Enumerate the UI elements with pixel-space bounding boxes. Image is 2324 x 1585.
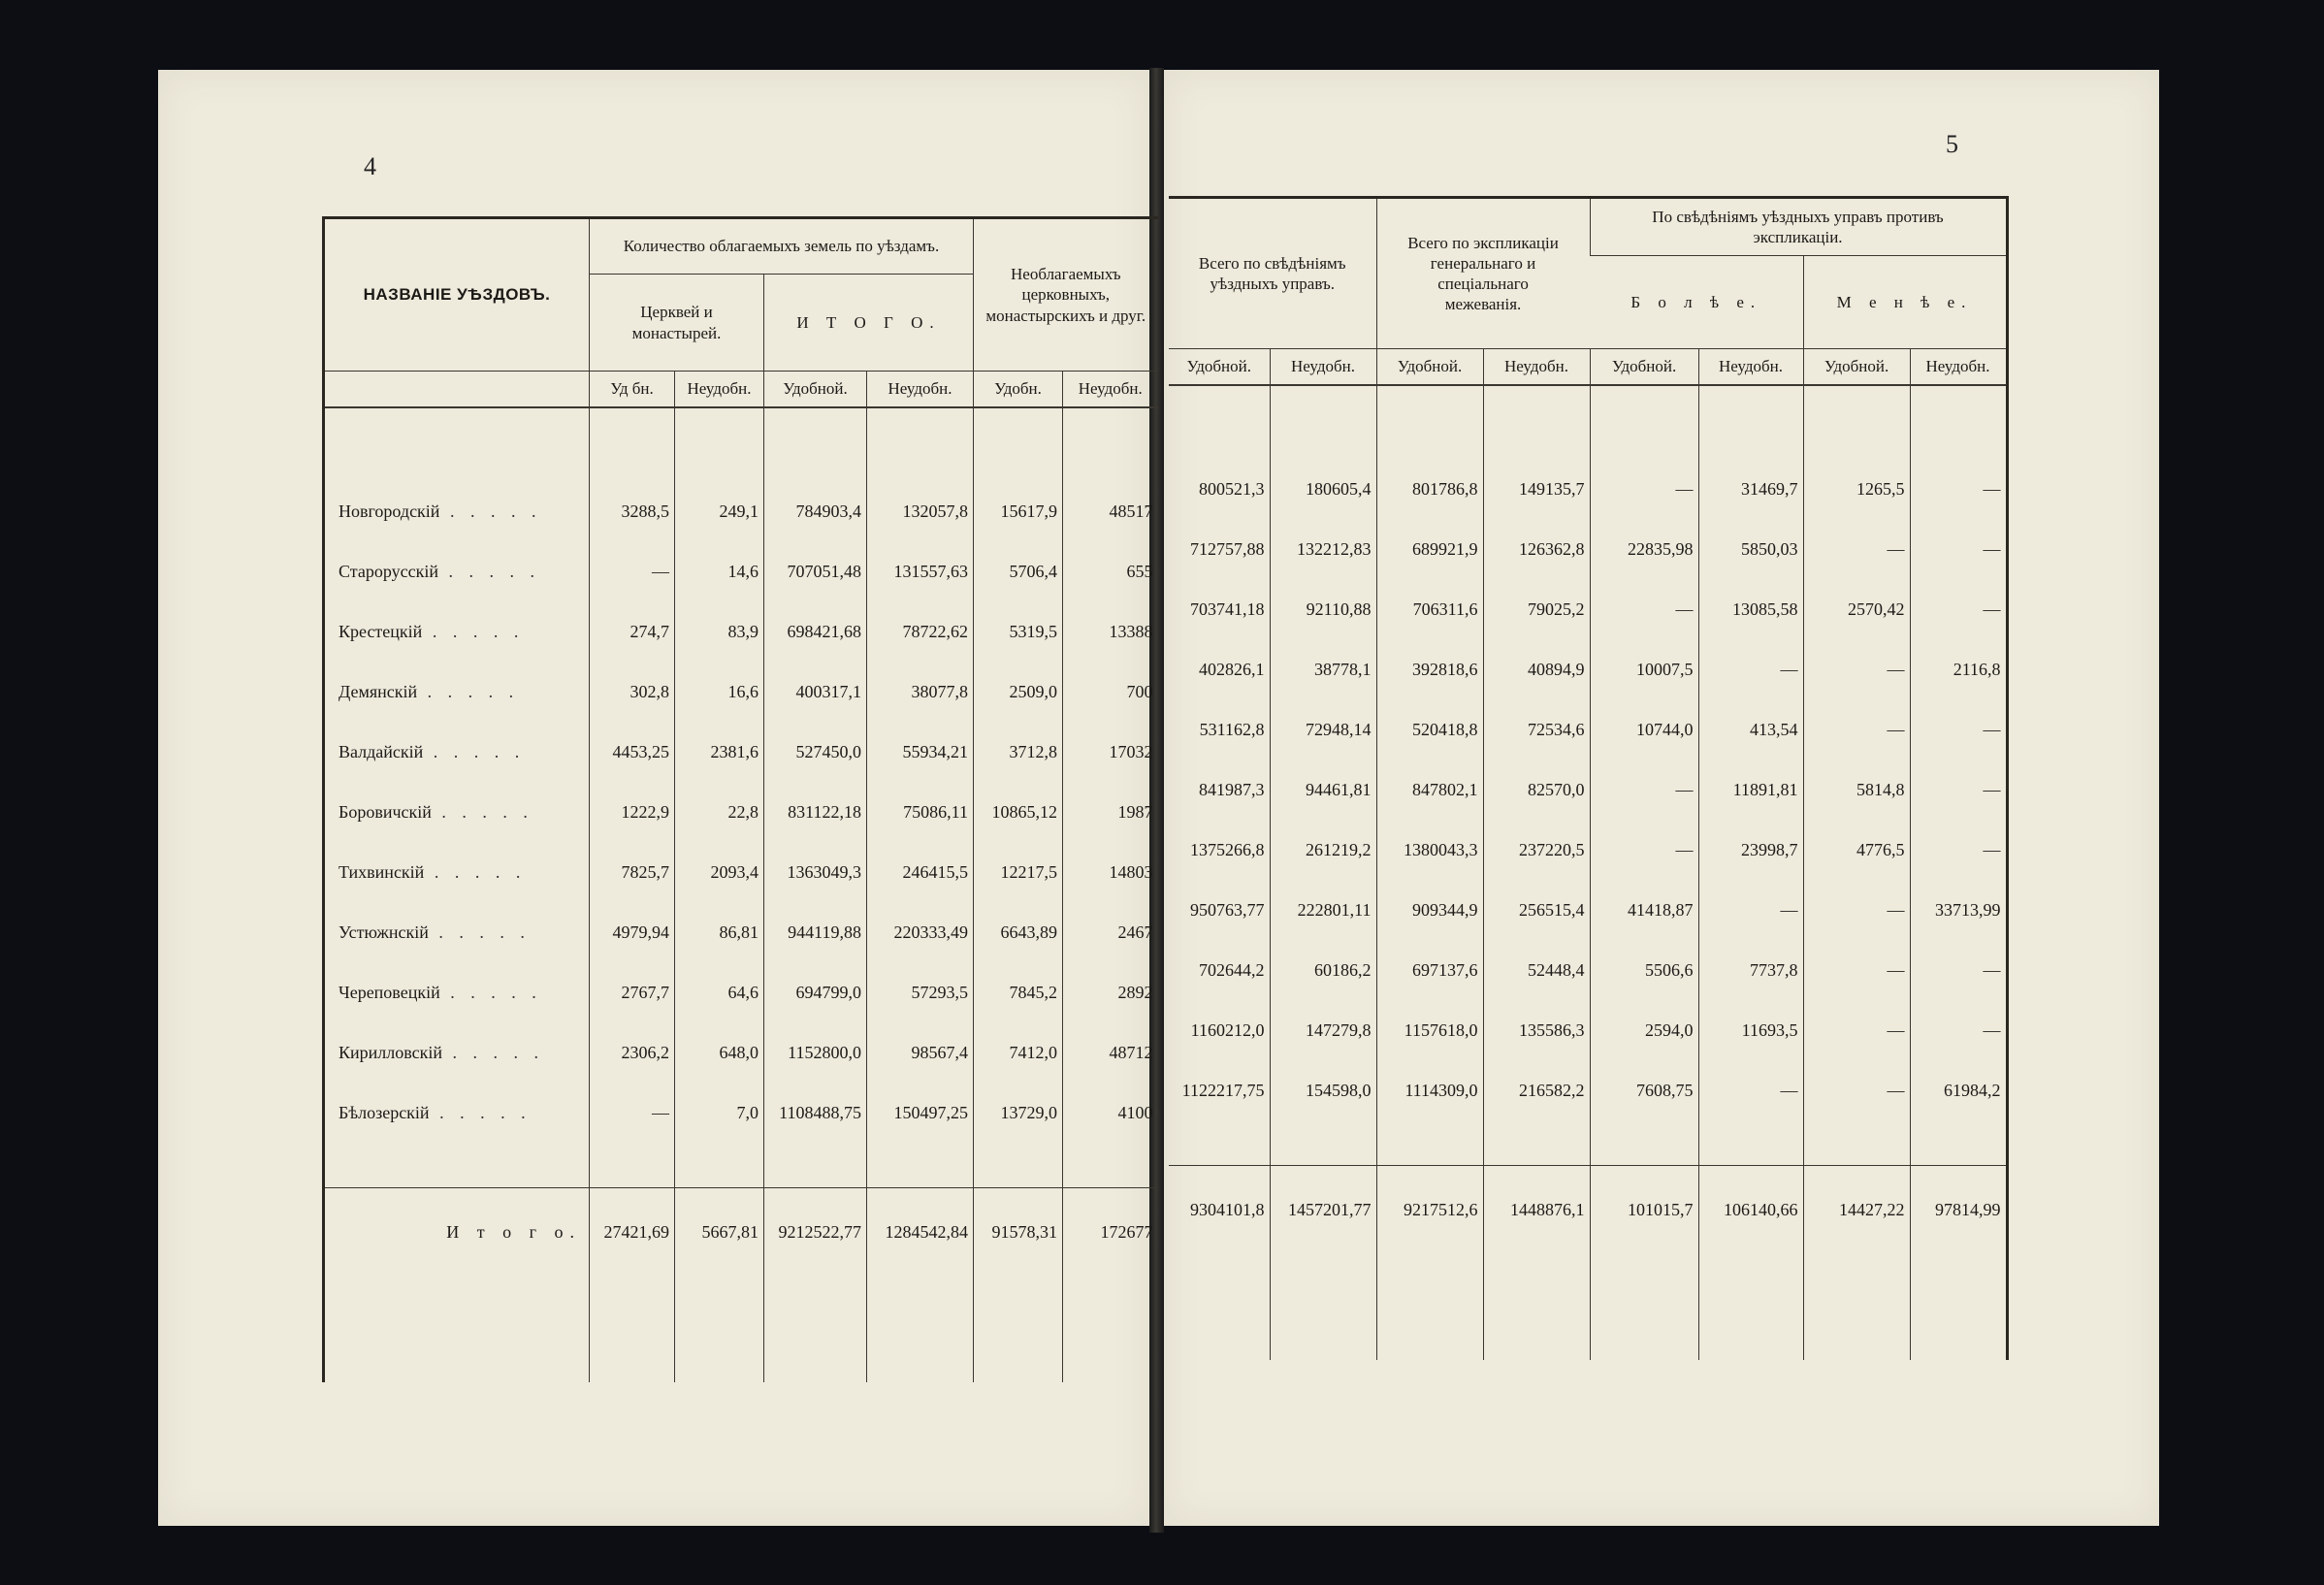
table-cell: 220333,49 xyxy=(867,902,974,962)
unit-label: Уд бн. xyxy=(590,372,675,408)
table-cell: 16,6 xyxy=(675,662,764,722)
more-header: Б о л ѣ е. xyxy=(1630,292,1762,311)
district-name xyxy=(324,842,590,902)
district-name-text: Крестецкiй xyxy=(339,621,423,641)
total-cell: 1448876,1 xyxy=(1483,1166,1590,1254)
table-cell: 15617,9 xyxy=(974,481,1063,541)
table-cell: 7412,0 xyxy=(974,1022,1063,1083)
churches-header: Церквей и монастырей. xyxy=(590,275,764,372)
district-row xyxy=(1169,880,2007,940)
table-cell: 132212,83 xyxy=(1270,519,1376,579)
district-row xyxy=(1169,579,2007,639)
table-cell: 909344,9 xyxy=(1376,880,1483,940)
table-cell: 4776,5 xyxy=(1803,820,1910,880)
leader-dots: . . . . . xyxy=(431,801,533,822)
table-cell: 706311,6 xyxy=(1376,579,1483,639)
table-cell: 784903,4 xyxy=(764,481,867,541)
table-cell: 648,0 xyxy=(675,1022,764,1083)
itogo-header: И Т О Г О. xyxy=(764,275,974,372)
table-cell: 274,7 xyxy=(590,601,675,662)
district-name xyxy=(324,782,590,842)
district-name-text: Новгородскiй xyxy=(339,501,440,521)
leader-dots: . . . . . xyxy=(439,501,542,521)
total-cell: 14427,22 xyxy=(1803,1166,1910,1254)
table-cell: 1265,5 xyxy=(1803,459,1910,519)
total-cell: 1284542,84 xyxy=(867,1188,974,1277)
explication-total-header: Всего по экспликацiи генеральнаго и спецiальнаго межеванiя. xyxy=(1376,198,1590,349)
district-name xyxy=(324,722,590,782)
table-cell: — xyxy=(1910,519,2007,579)
table-cell: — xyxy=(590,1083,675,1143)
table-cell: 5319,5 xyxy=(974,601,1063,662)
table-cell: 256515,4 xyxy=(1483,880,1590,940)
table-cell: — xyxy=(1910,1000,2007,1060)
leader-dots: . . . . . xyxy=(417,681,520,701)
table-cell: 3288,5 xyxy=(590,481,675,541)
table-cell: 1363049,3 xyxy=(764,842,867,902)
total-cell: 91578,31 xyxy=(974,1188,1063,1277)
unit-label: Неудобн. xyxy=(867,372,974,408)
table-cell: 4453,25 xyxy=(590,722,675,782)
table-cell: — xyxy=(1803,880,1910,940)
district-row xyxy=(324,1083,1158,1143)
district-name-text: Кирилловскiй xyxy=(339,1042,442,1062)
total-cell: 172677 xyxy=(1063,1188,1158,1277)
total-row xyxy=(1169,1166,2007,1254)
district-name xyxy=(324,1022,590,1083)
table-cell: 2570,42 xyxy=(1803,579,1910,639)
table-cell: 135586,3 xyxy=(1483,1000,1590,1060)
table-cell: 10865,12 xyxy=(974,782,1063,842)
table-cell: 1122217,75 xyxy=(1181,1080,1265,1100)
table-cell: — xyxy=(1910,699,2007,760)
right-statistics-table xyxy=(1169,196,2009,1360)
table-cell: 82570,0 xyxy=(1483,760,1590,820)
district-name xyxy=(324,962,590,1022)
table-cell: — xyxy=(1698,1060,1803,1120)
table-cell: — xyxy=(1590,459,1698,519)
table-cell: 847802,1 xyxy=(1376,760,1483,820)
district-row xyxy=(324,662,1158,722)
table-cell: 72534,6 xyxy=(1483,699,1590,760)
table-cell: 38077,8 xyxy=(867,662,974,722)
leader-dots: . . . . . xyxy=(439,982,542,1002)
table-cell: — xyxy=(1803,1000,1910,1060)
table-cell: 216582,2 xyxy=(1483,1060,1590,1120)
district-row xyxy=(324,842,1158,902)
district-row xyxy=(1169,760,2007,820)
table-cell: 10744,0 xyxy=(1590,699,1698,760)
table-cell: 38778,1 xyxy=(1270,639,1376,699)
table-cell: 801786,8 xyxy=(1376,459,1483,519)
district-row xyxy=(1169,459,2007,519)
table-cell: 61984,2 xyxy=(1910,1060,2007,1120)
leader-dots: . . . . . xyxy=(423,741,526,761)
table-cell: 246415,5 xyxy=(867,842,974,902)
table-cell: 249,1 xyxy=(675,481,764,541)
district-row xyxy=(1169,1060,2007,1120)
district-row xyxy=(1169,519,2007,579)
table-cell: 2892 xyxy=(1063,962,1158,1022)
table-cell: 83,9 xyxy=(675,601,764,662)
table-cell: 392818,6 xyxy=(1376,639,1483,699)
total-cell: 101015,7 xyxy=(1590,1166,1698,1254)
table-cell: 698421,68 xyxy=(764,601,867,662)
table-cell: 7825,7 xyxy=(590,842,675,902)
table-cell: — xyxy=(1803,519,1910,579)
table-cell: 1222,9 xyxy=(590,782,675,842)
district-row xyxy=(1169,639,2007,699)
table-cell: 55934,21 xyxy=(867,722,974,782)
district-name-text: Боровичскiй xyxy=(339,801,432,822)
district-name-header: НАЗВАНIЕ УѢЗДОВЪ. xyxy=(363,285,551,305)
table-cell: 14,6 xyxy=(675,541,764,601)
nontaxable-header: Необлагаемыхъ церковныхъ, монастырскихъ и друг. xyxy=(974,218,1158,372)
table-cell: 132057,8 xyxy=(867,481,974,541)
table-cell: 800521,3 xyxy=(1199,478,1265,499)
unit-label: Удобной. xyxy=(1376,349,1483,386)
district-name-text: Бѣлозерскiй xyxy=(339,1102,430,1122)
leader-dots: . . . . . xyxy=(437,561,540,581)
table-cell: 402826,1 xyxy=(1199,659,1265,679)
table-cell: — xyxy=(1803,699,1910,760)
total-cell: 106140,66 xyxy=(1698,1166,1803,1254)
table-cell: 11693,5 xyxy=(1698,1000,1803,1060)
table-cell: 302,8 xyxy=(590,662,675,722)
district-row xyxy=(324,722,1158,782)
table-cell: — xyxy=(1590,760,1698,820)
table-cell: 2381,6 xyxy=(675,722,764,782)
table-cell: 6643,89 xyxy=(974,902,1063,962)
table-cell: 5506,6 xyxy=(1590,940,1698,1000)
district-row xyxy=(324,541,1158,601)
total-label: И т о г о. xyxy=(324,1188,590,1277)
unit-label: Неудобн. xyxy=(1483,349,1590,386)
district-row xyxy=(324,1022,1158,1083)
table-cell: 413,54 xyxy=(1698,699,1803,760)
table-cell: 40894,9 xyxy=(1483,639,1590,699)
table-cell: 4979,94 xyxy=(590,902,675,962)
table-cell: 841987,3 xyxy=(1199,779,1265,799)
leader-dots: . . . . . xyxy=(424,861,527,882)
unit-label: Удобной. xyxy=(1590,349,1698,386)
table-cell: 12217,5 xyxy=(974,842,1063,902)
table-cell: 2509,0 xyxy=(974,662,1063,722)
table-cell: 22,8 xyxy=(675,782,764,842)
table-cell: 79025,2 xyxy=(1483,579,1590,639)
table-cell: 2767,7 xyxy=(590,962,675,1022)
table-cell: 126362,8 xyxy=(1483,519,1590,579)
table-cell: 149135,7 xyxy=(1483,459,1590,519)
table-cell: 150497,25 xyxy=(867,1083,974,1143)
table-cell: — xyxy=(1698,639,1803,699)
district-row xyxy=(324,902,1158,962)
district-name xyxy=(324,541,590,601)
table-cell: 180605,4 xyxy=(1270,459,1376,519)
table-cell: 11891,81 xyxy=(1698,760,1803,820)
unit-label: Неудобн. xyxy=(1698,349,1803,386)
table-cell: 154598,0 xyxy=(1270,1060,1376,1120)
table-cell: — xyxy=(1910,820,2007,880)
table-cell: 5850,03 xyxy=(1698,519,1803,579)
table-cell: 5706,4 xyxy=(974,541,1063,601)
table-cell: — xyxy=(590,541,675,601)
district-name-text: Старорусскiй xyxy=(339,561,438,581)
total-cell: 27421,69 xyxy=(590,1188,675,1277)
unit-label: Неудобн. xyxy=(1063,372,1158,408)
table-cell: 17032 xyxy=(1063,722,1158,782)
district-name-text: Тихвинскiй xyxy=(339,861,425,882)
page-number-right: 5 xyxy=(1946,130,1958,158)
leader-dots: . . . . . xyxy=(428,922,531,942)
table-cell: 520418,8 xyxy=(1376,699,1483,760)
table-cell: 31469,7 xyxy=(1698,459,1803,519)
table-cell: 72948,14 xyxy=(1270,699,1376,760)
district-row xyxy=(1169,940,2007,1000)
table-cell: 23998,7 xyxy=(1698,820,1803,880)
table-cell: 2594,0 xyxy=(1590,1000,1698,1060)
table-cell: 92110,88 xyxy=(1270,579,1376,639)
leader-dots: . . . . . xyxy=(429,1102,532,1122)
table-cell: 52448,4 xyxy=(1483,940,1590,1000)
table-cell: 33713,99 xyxy=(1910,880,2007,940)
table-cell: 2093,4 xyxy=(675,842,764,902)
table-cell: 707051,48 xyxy=(764,541,867,601)
district-name xyxy=(324,601,590,662)
district-name xyxy=(324,481,590,541)
total-cell: 1457201,77 xyxy=(1270,1166,1376,1254)
table-cell: 831122,18 xyxy=(764,782,867,842)
district-name xyxy=(324,902,590,962)
table-cell: 13729,0 xyxy=(974,1083,1063,1143)
table-cell: 13085,58 xyxy=(1698,579,1803,639)
table-cell: 261219,2 xyxy=(1270,820,1376,880)
district-name xyxy=(324,1083,590,1143)
table-cell: 147279,8 xyxy=(1270,1000,1376,1060)
table-cell: 697137,6 xyxy=(1376,940,1483,1000)
table-cell: 950763,77 xyxy=(1190,899,1265,920)
table-cell: 237220,5 xyxy=(1483,820,1590,880)
table-cell: 1152800,0 xyxy=(764,1022,867,1083)
district-name-text: Череповецкiй xyxy=(339,982,440,1002)
table-cell: 10007,5 xyxy=(1590,639,1698,699)
table-cell: — xyxy=(1803,1060,1910,1120)
table-cell: 655 xyxy=(1063,541,1158,601)
table-cell: 2306,2 xyxy=(590,1022,675,1083)
table-cell: 222801,11 xyxy=(1270,880,1376,940)
table-cell: 64,6 xyxy=(675,962,764,1022)
table-cell: 400317,1 xyxy=(764,662,867,722)
table-cell: 694799,0 xyxy=(764,962,867,1022)
units-blank xyxy=(324,372,590,408)
table-cell: 2467 xyxy=(1063,902,1158,962)
table-cell: 41418,87 xyxy=(1590,880,1698,940)
unit-label: Неудобн. xyxy=(1910,349,2007,386)
table-cell: — xyxy=(1698,880,1803,940)
table-cell: 703741,18 xyxy=(1190,598,1265,619)
table-cell: 1375266,8 xyxy=(1190,839,1265,859)
table-cell: 131557,63 xyxy=(867,541,974,601)
table-cell: 48517 xyxy=(1063,481,1158,541)
table-cell: 75086,11 xyxy=(867,782,974,842)
table-cell: 5814,8 xyxy=(1803,760,1910,820)
less-header: М е н ѣ е. xyxy=(1803,256,2007,349)
table-cell: 1160212,0 xyxy=(1190,1019,1265,1040)
table-cell: 1108488,75 xyxy=(764,1083,867,1143)
table-cell: — xyxy=(1803,639,1910,699)
table-cell: 7845,2 xyxy=(974,962,1063,1022)
taxable-group-header: Количество облагаемыхъ земель по уѣздамъ. xyxy=(590,218,974,275)
district-row xyxy=(324,601,1158,662)
district-name-text: Устюжнскiй xyxy=(339,922,429,942)
table-cell: 702644,2 xyxy=(1199,959,1265,980)
leader-dots: . . . . . xyxy=(442,1042,544,1062)
table-cell: 48712 xyxy=(1063,1022,1158,1083)
table-cell: 1114309,0 xyxy=(1376,1060,1483,1120)
district-row xyxy=(1169,699,2007,760)
table-cell: 1380043,3 xyxy=(1376,820,1483,880)
district-name xyxy=(324,662,590,722)
district-row xyxy=(324,962,1158,1022)
table-cell: 98567,4 xyxy=(867,1022,974,1083)
table-cell: — xyxy=(1803,940,1910,1000)
total-cell: 9217512,6 xyxy=(1376,1166,1483,1254)
total-row xyxy=(324,1188,1158,1277)
table-cell: 1157618,0 xyxy=(1376,1000,1483,1060)
table-cell: 4100 xyxy=(1063,1083,1158,1143)
unit-label: Удобной. xyxy=(1169,349,1270,386)
district-name-text: Демянскiй xyxy=(339,681,418,701)
total-cell: 9212522,77 xyxy=(764,1188,867,1277)
unit-label: Неудобн. xyxy=(1270,349,1376,386)
unit-label: Удобной. xyxy=(764,372,867,408)
table-cell: 689921,9 xyxy=(1376,519,1483,579)
unit-label: Неудобн. xyxy=(675,372,764,408)
table-cell: 60186,2 xyxy=(1270,940,1376,1000)
district-row xyxy=(324,481,1158,541)
district-row xyxy=(1169,820,2007,880)
table-cell: — xyxy=(1910,940,2007,1000)
table-cell: 2116,8 xyxy=(1910,639,2007,699)
table-cell: 712757,88 xyxy=(1190,538,1265,559)
table-cell: 527450,0 xyxy=(764,722,867,782)
district-row xyxy=(324,782,1158,842)
table-cell: 7737,8 xyxy=(1698,940,1803,1000)
unit-label: Удобн. xyxy=(974,372,1063,408)
total-cell: 5667,81 xyxy=(675,1188,764,1277)
table-cell: 944119,88 xyxy=(764,902,867,962)
district-name-text: Валдайскiй xyxy=(339,741,424,761)
table-cell: — xyxy=(1910,459,2007,519)
left-statistics-table xyxy=(322,216,1158,1382)
table-cell: — xyxy=(1910,579,2007,639)
leader-dots: . . . . . xyxy=(422,621,525,641)
unit-label: Удобной. xyxy=(1803,349,1910,386)
table-cell: 94461,81 xyxy=(1270,760,1376,820)
table-cell: 22835,98 xyxy=(1590,519,1698,579)
total-cell: 97814,99 xyxy=(1910,1166,2007,1254)
table-cell: 700 xyxy=(1063,662,1158,722)
zemstvo-total-header: Всего по свѣдѣнiямъ уѣздныхъ управъ. xyxy=(1198,253,1346,293)
table-cell: 14803 xyxy=(1063,842,1158,902)
comparison-header: По свѣдѣнiямъ уѣздныхъ управъ противъ экспликацiи. xyxy=(1590,198,2007,256)
total-cell: 9304101,8 xyxy=(1169,1166,1270,1254)
table-cell: 3712,8 xyxy=(974,722,1063,782)
table-cell: 7608,75 xyxy=(1590,1060,1698,1120)
page-number-left: 4 xyxy=(364,152,376,180)
table-cell: 57293,5 xyxy=(867,962,974,1022)
table-cell: — xyxy=(1590,579,1698,639)
table-cell: 13388 xyxy=(1063,601,1158,662)
table-cell: — xyxy=(1910,760,2007,820)
table-cell: 531162,8 xyxy=(1199,719,1265,739)
table-cell: 7,0 xyxy=(675,1083,764,1143)
table-cell: 1987 xyxy=(1063,782,1158,842)
table-cell: 78722,62 xyxy=(867,601,974,662)
district-row xyxy=(1169,1000,2007,1060)
table-cell: 86,81 xyxy=(675,902,764,962)
table-cell: — xyxy=(1590,820,1698,880)
